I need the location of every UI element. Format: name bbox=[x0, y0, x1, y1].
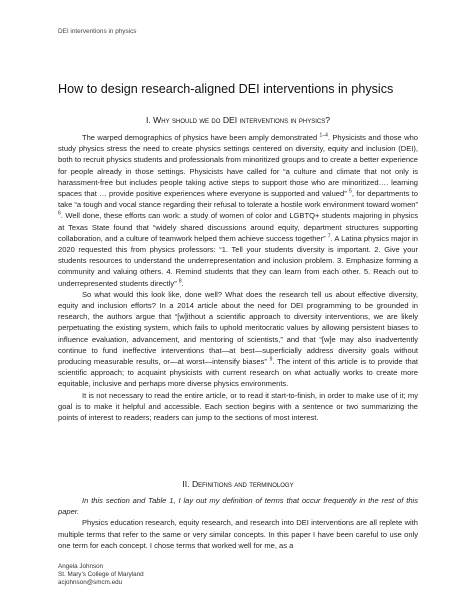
citation-ref: 6 bbox=[58, 210, 61, 217]
section-heading-part2: interventions in physics? bbox=[239, 115, 331, 125]
citation-ref: 7 bbox=[327, 233, 331, 240]
author-institution: St. Mary’s College of Maryland bbox=[58, 571, 144, 579]
author-name: Angela Johnson bbox=[58, 563, 104, 570]
body-paragraph: So what would this look like, done well? What does the research tell us about effective diversity, equity and inclusion efforts? In a 2014 article about the need for DEI programming to be grounded in research, the authors argue that “[w]ithout a scientific approach to diversity interventions, we are likely perpetuating the existing system, which fails to uphold meritocratic values by allowing persistent biases to influence evaluation, advancement, and mentoring of scientists,” and that “[w]e may also inadvertently continue to fund ineffective interventions that—at best—superficially address diversity goals without producing measurable results, or—at worst—intensify biases” $^9$. The intent of this article is to provide that scientific approach; to acquaint physicists with current research on what actually works to create more equitable, inclusive and perhaps more diverse physics environments. bbox=[58, 289, 418, 389]
citation-ref: 1–4 bbox=[319, 132, 328, 139]
section-heading-acronym: DEI bbox=[222, 115, 238, 125]
section-heading-initial: D bbox=[191, 479, 199, 489]
section-intro: In this section and Table 1, I lay out my definition of terms that occur frequently in the rest of this paper. bbox=[58, 496, 418, 517]
section-heading-definitions bbox=[58, 479, 418, 489]
body-paragraph: The warped demographics of physics have been amply demonstrated $^{1-4}$. Physicists and those who study physics stress the need to create physics settings centered on diversity, equity and inclusion (DEI), both to recruit physics students and professionals from minoritized groups and to create a better experience for people already in those settings. Physicists have called for “a culture and climate that not only is harassment-free but includes people taking active steps to support those who are minoritized…. learning spaces that … provide positive experiences where everyone is supported and valued” $^5$, for departments to take “a tough and vocal stance regarding their refusal to tolerate a hostile work environment toward women” $^6$. Well done, these efforts can work: a study of women of color and LGBTQ+ students majoring in physics at Texas State found that “widely shared discussions around equity, department structures supporting collaboration, and a culture of teamwork helped them achieve success together” $^7$. A Latina physics major in 2020 requested this from physics professors: “1. Tell your students diversity is important. 2. Give your students resources to understand the underrepresentation and inclusion problem. 3. Emphasize forming a community and valuing others. 4. Remind students that they can learn from each other. 5. Reach out to underrepresented students directly” $^8$. bbox=[58, 132, 418, 288]
author-footer bbox=[58, 563, 144, 588]
body-paragraph: It is not necessary to read the entire article, or to read it start-to-finish, in order to make use of it; my goal is to make it helpful and accessible. Each section begins with a sentence or two summarizing the points of interest to readers; readers can jump to the sections of most interest. bbox=[58, 390, 418, 423]
citation-ref: 5 bbox=[349, 188, 352, 195]
section-body-definitions bbox=[58, 495, 418, 555]
author-email: acjohnson@smcm.edu bbox=[58, 579, 123, 587]
paper-title: How to design research-aligned DEI interventions in physics bbox=[58, 82, 394, 96]
running-head: DEI interventions in physics bbox=[58, 28, 137, 35]
section-heading-why bbox=[58, 115, 418, 125]
section-heading-rest: efinitions and terminology bbox=[198, 479, 294, 489]
section-heading-part1: Why should we do bbox=[153, 115, 221, 125]
body-paragraph: Physics education research, equity research, and research into DEI interventions are all replete with multiple terms that refer to the same or very similar concepts. In this paper I have been careful to use only one term for each concept. I chose terms that worked well for me, as a bbox=[58, 518, 418, 550]
section-body-why bbox=[58, 132, 418, 474]
citation-ref: 9 bbox=[269, 356, 273, 363]
citation-ref: 8 bbox=[178, 278, 182, 285]
section-number: II. bbox=[182, 479, 190, 489]
section-number: I. bbox=[145, 115, 151, 125]
